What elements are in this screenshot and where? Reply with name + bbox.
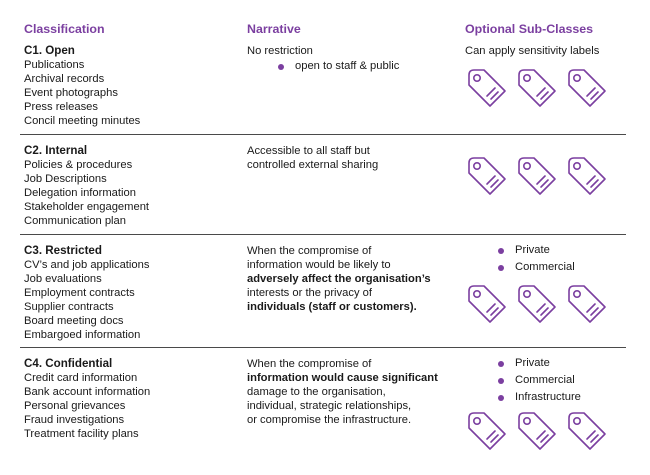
- optional-bullet: [497, 355, 650, 372]
- list-item: Treatment facility plans: [24, 428, 139, 440]
- price-tag-icon: [465, 66, 509, 110]
- narrative-text: Accessible to all staff but: [247, 145, 370, 157]
- classification-column: [24, 144, 234, 228]
- tag-icon-group: [465, 409, 609, 453]
- optional-column: [497, 242, 650, 276]
- header-classification: Classification: [24, 22, 105, 36]
- list-item: Delegation information: [24, 187, 136, 199]
- section-divider: [20, 134, 626, 135]
- classification-column: [24, 357, 234, 441]
- list-item: Personal grievances: [24, 400, 126, 412]
- list-item: Embargoed information: [24, 329, 141, 341]
- bullet-dot-icon: [498, 361, 504, 367]
- list-item: Job evaluations: [24, 273, 102, 285]
- section-divider: [20, 347, 626, 348]
- list-item: Policies & procedures: [24, 159, 133, 171]
- price-tag-icon: [465, 282, 509, 326]
- bullet-label: Commercial: [515, 374, 575, 386]
- price-tag-icon: [565, 409, 609, 453]
- narrative-text: When the compromise of: [247, 245, 372, 257]
- bullet-label: Private: [515, 357, 550, 369]
- bullet-dot-icon: [498, 378, 504, 384]
- price-tag-icon: [465, 409, 509, 453]
- price-tag-icon: [515, 154, 559, 198]
- list-item: Board meeting docs: [24, 315, 124, 327]
- bullet-label: Commercial: [515, 261, 575, 273]
- tag-icon-group: [465, 154, 609, 198]
- list-item: Fraud investigations: [24, 414, 125, 426]
- narrative-text: No restriction: [247, 45, 313, 57]
- header-narrative: Narrative: [247, 22, 301, 36]
- optional-bullet: [497, 389, 650, 406]
- list-item: Credit card information: [24, 372, 138, 384]
- price-tag-icon: [465, 154, 509, 198]
- bullet-dot-icon: [498, 395, 504, 401]
- list-item: Concil meeting minutes: [24, 115, 141, 127]
- narrative-text-emphasis: information would cause significant: [247, 372, 438, 384]
- narrative-text-emphasis: adversely affect the organisation’s: [247, 273, 431, 285]
- optional-bullet: [497, 259, 650, 276]
- header-optional-sub-classes: Optional Sub-Classes: [465, 22, 594, 36]
- list-item: Stakeholder engagement: [24, 201, 150, 213]
- optional-bullet: [497, 242, 650, 259]
- section-title: C4. Confidential: [24, 357, 113, 370]
- list-item: Bank account information: [24, 386, 151, 398]
- list-item: Archival records: [24, 73, 105, 85]
- list-item: CV’s and job applications: [24, 259, 150, 271]
- bullet-label: Infrastructure: [515, 391, 581, 403]
- price-tag-icon: [565, 282, 609, 326]
- tag-icon-group: [465, 282, 609, 326]
- narrative-text-emphasis: individuals (staff or customers).: [247, 301, 417, 313]
- optional-column: [465, 44, 645, 58]
- section-title: C3. Restricted: [24, 244, 102, 257]
- price-tag-icon: [565, 154, 609, 198]
- narrative-column: [247, 357, 447, 427]
- narrative-text: damage to the organisation,: [247, 386, 386, 398]
- narrative-text: information would be likely to: [247, 259, 391, 271]
- narrative-column: [247, 244, 447, 314]
- list-item: Communication plan: [24, 215, 126, 227]
- narrative-column: [247, 144, 447, 172]
- bullet-label: open to staff & public: [295, 60, 400, 72]
- narrative-text: individual, strategic relationships,: [247, 400, 412, 412]
- narrative-text: When the compromise of: [247, 358, 372, 370]
- list-item: Supplier contracts: [24, 301, 114, 313]
- list-item: Event photographs: [24, 87, 118, 99]
- price-tag-icon: [515, 282, 559, 326]
- narrative-text: controlled external sharing: [247, 159, 379, 171]
- section-divider: [20, 234, 626, 235]
- section-title: C2. Internal: [24, 144, 88, 157]
- optional-column: [497, 355, 650, 406]
- narrative-text: interests or the privacy of: [247, 287, 372, 299]
- optional-bullet: [497, 372, 650, 389]
- classification-column: [24, 44, 234, 128]
- bullet-dot-icon: [498, 248, 504, 254]
- optional-text: Can apply sensitivity labels: [465, 45, 600, 57]
- price-tag-icon: [515, 409, 559, 453]
- bullet-dot-icon: [278, 64, 284, 70]
- price-tag-icon: [565, 66, 609, 110]
- narrative-text: or compromise the infrastructure.: [247, 414, 412, 426]
- bullet-dot-icon: [498, 265, 504, 271]
- bullet-label: Private: [515, 244, 550, 256]
- list-item: Press releases: [24, 101, 98, 113]
- list-item: Publications: [24, 59, 85, 71]
- narrative-column: [247, 44, 447, 75]
- tag-icon-group: [465, 66, 609, 110]
- price-tag-icon: [515, 66, 559, 110]
- list-item: Employment contracts: [24, 287, 135, 299]
- narrative-bullet: [277, 58, 447, 75]
- section-title: C1. Open: [24, 44, 75, 57]
- classification-column: [24, 244, 234, 342]
- list-item: Job Descriptions: [24, 173, 107, 185]
